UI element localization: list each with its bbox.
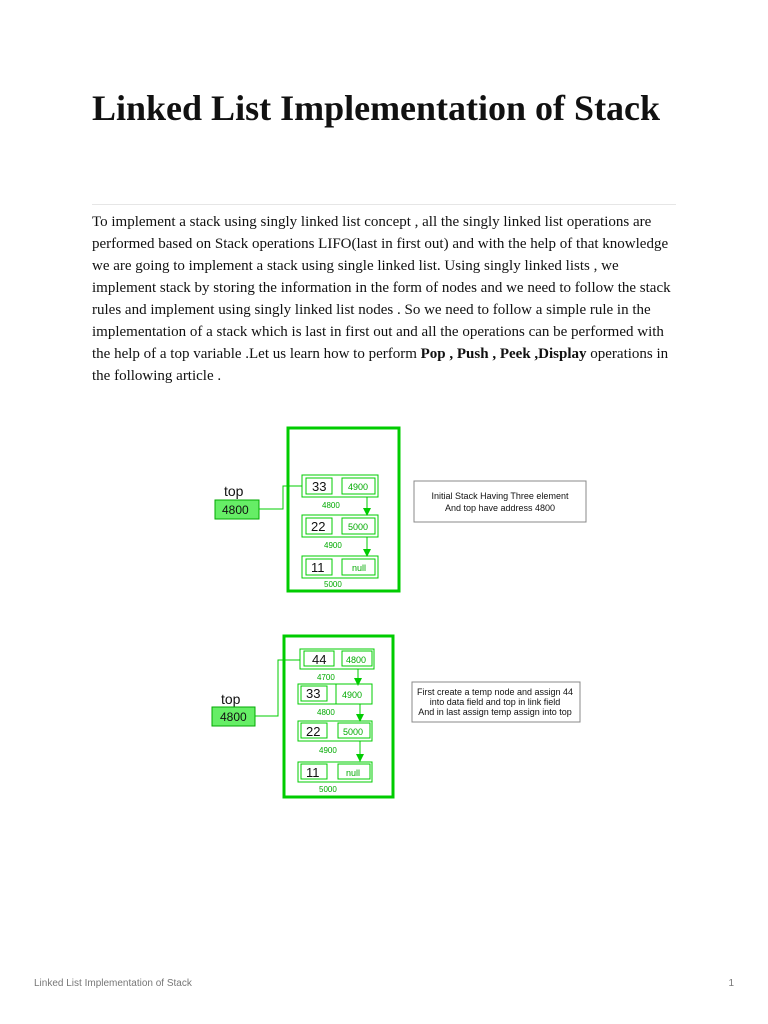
node-2-address: 4900 [324,541,342,550]
footer-page-number: 1 [728,978,734,989]
top-pointer-line [255,660,300,716]
intro-text: To implement a stack using singly linked list concept , all the singly linked list operations are performed based on Stack operations LIFO(last in first out) and with the help of that knowledge we are going to implement a stack using single linked list. Using singly linked lists , we implement stack by storing the information in the form of nodes and we need to follow the stack rules and implement using singly linked list nodes . So we need to follow a simple rule in the implementation of a stack which is last in first out and all the operations can be performed with the help of a top variable .Let us learn how to perform [92,214,671,362]
node-2-address: 4800 [317,708,335,717]
node-1-address: 4800 [322,501,340,510]
node-1-next: 4800 [346,655,367,665]
diagram-push-operation [0,630,768,805]
node-1-next: 4900 [348,482,369,492]
node-3-data: 11 [311,560,325,575]
diagram-initial-stack-svg [0,420,768,600]
node-1-data: 33 [312,479,327,494]
stack-container [288,428,399,591]
node-3-address: 4900 [319,746,337,755]
caption-line-1: Initial Stack Having Three element [431,491,569,501]
top-pointer-line [259,486,302,509]
node-1-data: 44 [312,652,327,667]
caption-line-3: And in last assign temp assign into top [418,707,572,717]
caption-line-2: into data field and top in link field [429,697,561,707]
page-title: Linked List Implementation of Stack [92,88,661,128]
caption-box [414,481,586,522]
top-value: 4800 [220,710,247,724]
node-1-address: 4700 [317,673,335,682]
node-4-next: null [346,768,361,778]
node-3-address: 5000 [324,580,342,589]
footer-title: Linked List Implementation of Stack [34,978,192,989]
diagram-initial-stack [0,420,768,600]
ops-bold-2: Peek ,Display [499,346,587,362]
caption-line-2: And top have address 4800 [444,503,556,513]
node-4-address: 5000 [319,785,337,794]
diagram-push-operation-svg [0,630,768,805]
node-3-next: null [352,563,367,573]
top-label: top [224,483,244,499]
node-3-next: 5000 [343,727,364,737]
node-3-data: 22 [306,724,321,739]
node-2-next: 4900 [342,690,363,700]
node-2-data: 33 [306,686,321,701]
top-label: top [221,691,241,707]
top-value: 4800 [222,503,249,517]
node-2-data: 22 [311,519,326,534]
ops-bold-1: Pop , Push , [420,346,497,362]
node-4-data: 11 [306,765,320,780]
intro-tail: operations in the following article . [92,346,669,384]
intro-paragraph [92,211,682,387]
node-2-next: 5000 [348,522,369,532]
caption-line-1: First create a temp node and assign 44 [416,687,574,697]
title-divider [92,204,676,205]
